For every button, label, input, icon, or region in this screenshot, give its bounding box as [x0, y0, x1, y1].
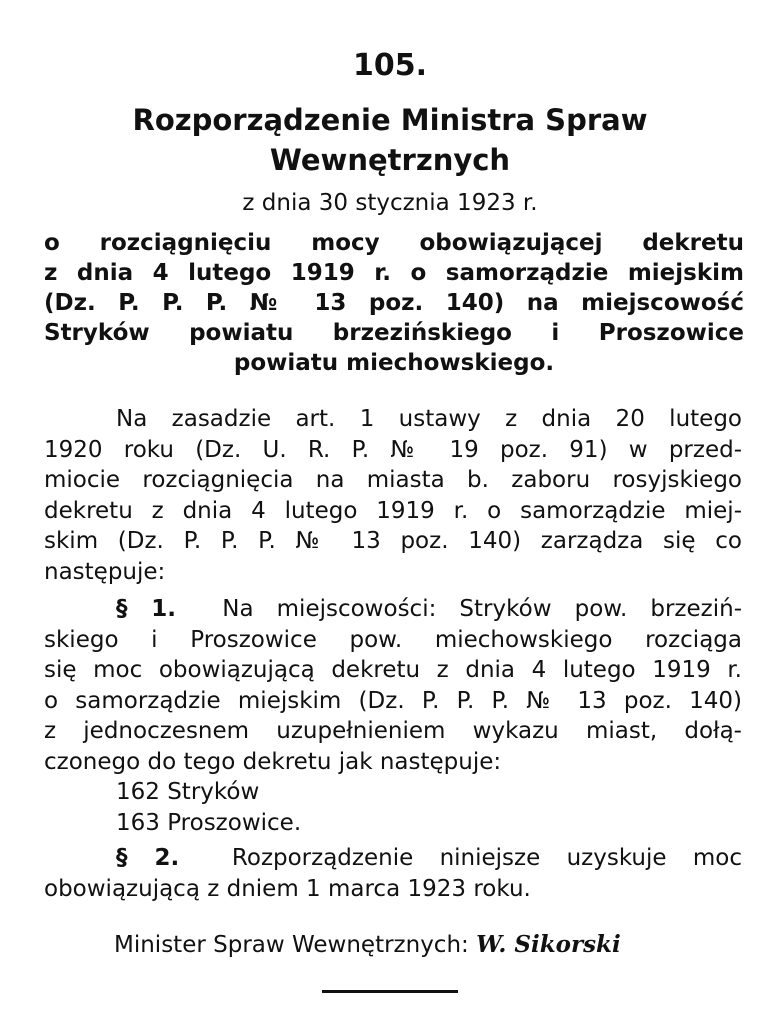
paragraph-line: skim (Dz. P. P. P. № 13 poz. 140) zarządza się co [44, 528, 742, 554]
section-2-first-line [44, 843, 742, 874]
section-line: o samorządzie miejskim (Dz. P. P. P. № 13 poz. 140) [44, 687, 742, 714]
act-subject [44, 228, 744, 378]
subject-line: powiatu miechowskiego. [233, 350, 555, 376]
signature-name: W. Sikorski [476, 931, 621, 958]
section-line: się moc obowiązującą dekretu z dnia 4 lutego 1919 r. [44, 657, 742, 683]
section-1-first-line [44, 594, 742, 625]
subject-line: (Dz. P. P. P. № 13 poz. 140) na miejscowość [44, 290, 744, 316]
section-line: czonego do tego dekretu jak następuje: [44, 748, 502, 775]
list-item: 162 Stryków [116, 779, 260, 805]
paragraph-line: następuje: [44, 558, 166, 585]
preamble-paragraph [44, 404, 742, 587]
section-line: skiego i Proszowice pow. miechowskiego rozciąga [44, 626, 742, 653]
closing-rule [322, 990, 458, 993]
list-item: 163 Proszowice. [116, 809, 302, 836]
paragraph-line: Na zasadzie art. 1 ustawy z dnia 20 lutego [116, 406, 742, 432]
subject-line: z dnia 4 lutego 1919 r. o samorządzie miejskim [44, 260, 744, 286]
act-date: z dnia 30 stycznia 1923 r. [242, 190, 538, 216]
act-title [90, 100, 690, 180]
section-2-text: Rozporządzenie niniejsze uzyskuje moc [231, 845, 742, 871]
section-1-text: Na miejscowości: Stryków pow. brzeziń- [222, 596, 742, 622]
section-2-label: § 2. [116, 845, 180, 871]
section-1 [44, 594, 742, 838]
section-line: obowiązującą z dniem 1 marca 1923 roku. [44, 875, 531, 902]
title-line: Wewnętrznych [269, 143, 511, 177]
paragraph-line: miocie rozciągnięcia na miasta b. zaboru rosyjskiego [44, 467, 742, 493]
subject-line: o rozciągnięciu mocy obowiązującej dekretu [44, 230, 744, 256]
paragraph-line: dekretu z dnia 4 lutego 1919 r. o samorządzie miej- [44, 497, 742, 524]
act-number: 105. [352, 48, 428, 83]
section-line: z jednoczesnem uzupełnieniem wykazu miast, dołą- [44, 718, 742, 744]
title-line: Rozporządzenie Ministra Spraw [132, 103, 648, 137]
paragraph-line: 1920 roku (Dz. U. R. P. № 19 poz. 91) w przed- [44, 436, 742, 463]
signature-label: Minister Spraw Wewnętrznych: [114, 932, 469, 958]
subject-line: Stryków powiatu brzezińskiego i Proszowice [44, 320, 744, 346]
section-1-label: § 1. [116, 596, 177, 622]
signature [114, 930, 734, 960]
section-2 [44, 843, 742, 904]
